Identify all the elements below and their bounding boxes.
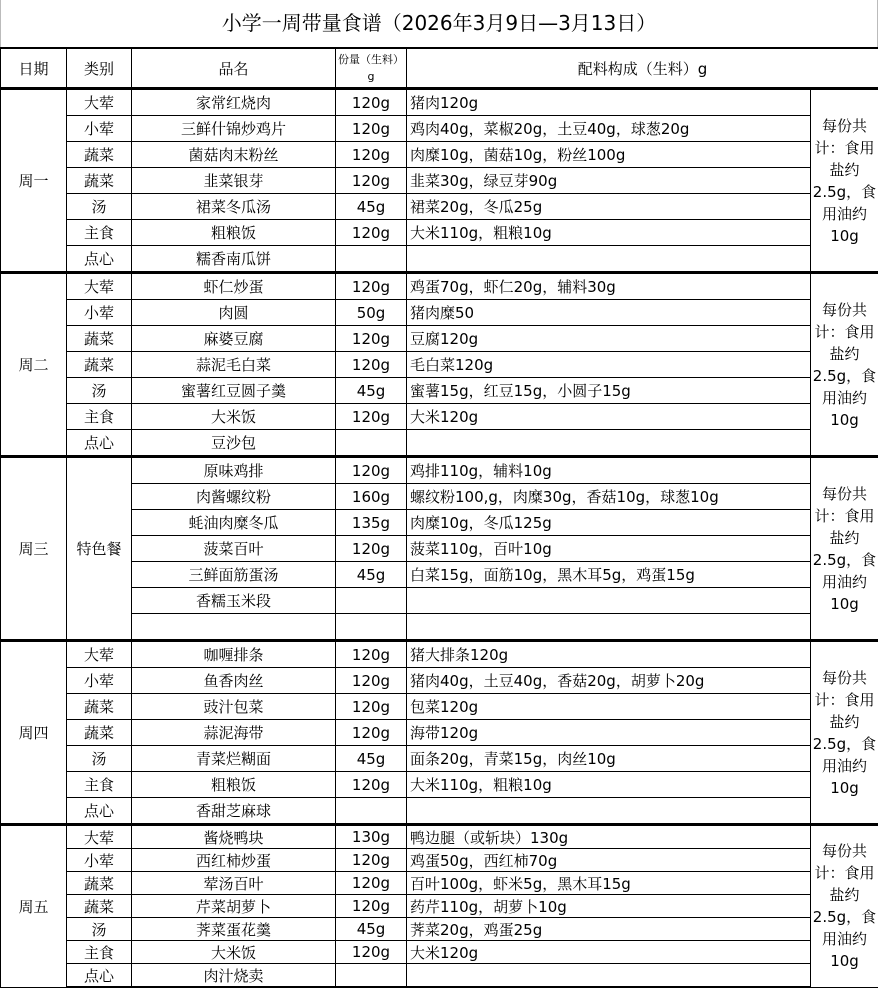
category-cell: 蔬菜	[67, 720, 132, 746]
table-row	[1, 300, 878, 326]
portion-cell: 120g	[336, 457, 407, 484]
dish-cell: 西红柿炒蛋	[132, 849, 336, 872]
dish-cell: 芹菜胡萝卜	[132, 895, 336, 918]
table-row	[1, 89, 878, 116]
ingredients-cell: 包菜120g	[407, 694, 811, 720]
portion-cell	[336, 246, 407, 273]
nutrition-note: 每份共计：食用盐约2.5g，食用油约10g	[811, 641, 878, 825]
header-portion: 份量（生料）g	[336, 48, 407, 89]
menu-body	[1, 89, 878, 988]
table-row	[1, 378, 878, 404]
dish-cell: 肉圆	[132, 300, 336, 326]
ingredients-cell: 大米110g，粗粮10g	[407, 772, 811, 798]
ingredients-cell: 大米120g	[407, 404, 811, 430]
dish-cell: 大米饭	[132, 941, 336, 964]
ingredients-cell: 鸡排110g，辅料10g	[407, 457, 811, 484]
table-row	[1, 641, 878, 668]
ingredients-cell: 荠菜20g，鸡蛋25g	[407, 918, 811, 941]
ingredients-cell: 鸡蛋70g，虾仁20g，辅料30g	[407, 273, 811, 300]
portion-cell: 120g	[336, 326, 407, 352]
dish-cell: 家常红烧肉	[132, 89, 336, 116]
category-cell: 汤	[67, 918, 132, 941]
category-cell: 大荤	[67, 825, 132, 849]
ingredients-cell: 百叶100g，虾米5g，黑木耳15g	[407, 872, 811, 895]
ingredients-cell: 猪大排条120g	[407, 641, 811, 668]
portion-cell: 120g	[336, 404, 407, 430]
table-row	[1, 142, 878, 168]
header-dish: 品名	[132, 48, 336, 89]
ingredients-cell	[407, 430, 811, 457]
category-cell: 汤	[67, 378, 132, 404]
category-cell: 蔬菜	[67, 895, 132, 918]
dish-cell	[132, 614, 336, 641]
ingredients-cell: 豆腐120g	[407, 326, 811, 352]
day-cell: 周四	[1, 641, 67, 825]
portion-cell: 130g	[336, 825, 407, 849]
dish-cell: 荤汤百叶	[132, 872, 336, 895]
category-cell: 小荤	[67, 668, 132, 694]
ingredients-cell	[407, 246, 811, 273]
category-cell: 汤	[67, 194, 132, 220]
dish-cell: 豆沙包	[132, 430, 336, 457]
portion-cell: 120g	[336, 720, 407, 746]
category-cell: 蔬菜	[67, 326, 132, 352]
category-cell: 大荤	[67, 641, 132, 668]
portion-cell: 120g	[336, 168, 407, 194]
portion-cell	[336, 588, 407, 614]
dish-cell: 虾仁炒蛋	[132, 273, 336, 300]
dish-cell: 蚝油肉糜冬瓜	[132, 510, 336, 536]
nutrition-note: 每份共计：食用盐约2.5g，食用油约10g	[811, 825, 878, 988]
header-ingredients: 配料构成（生料）g	[407, 48, 878, 89]
dish-cell: 蒜泥毛白菜	[132, 352, 336, 378]
portion-cell	[336, 964, 407, 988]
category-cell: 小荤	[67, 300, 132, 326]
table-row	[1, 746, 878, 772]
ingredients-cell: 毛白菜120g	[407, 352, 811, 378]
portion-cell: 120g	[336, 116, 407, 142]
ingredients-cell: 大米110g，粗粮10g	[407, 220, 811, 246]
ingredients-cell: 猪肉40g，土豆40g，香菇20g，胡萝卜20g	[407, 668, 811, 694]
dish-cell: 蒜泥海带	[132, 720, 336, 746]
dish-cell: 原味鸡排	[132, 457, 336, 484]
portion-cell: 120g	[336, 895, 407, 918]
table-row	[1, 772, 878, 798]
category-cell: 点心	[67, 430, 132, 457]
table-row	[1, 404, 878, 430]
dish-cell: 香糯玉米段	[132, 588, 336, 614]
dish-cell: 酱烧鸭块	[132, 825, 336, 849]
category-cell: 主食	[67, 772, 132, 798]
ingredients-cell: 螺纹粉100,g，肉糜30g，香菇10g，球葱10g	[407, 484, 811, 510]
table-row	[1, 964, 878, 988]
category-cell: 点心	[67, 798, 132, 825]
header-category: 类别	[67, 48, 132, 89]
table-row	[1, 941, 878, 964]
table-row	[1, 352, 878, 378]
page-title: 小学一周带量食谱（2026年3月9日—3月13日）	[0, 0, 878, 47]
table-row	[1, 849, 878, 872]
table-row	[1, 510, 878, 536]
portion-cell: 45g	[336, 918, 407, 941]
category-cell: 小荤	[67, 849, 132, 872]
category-cell: 蔬菜	[67, 872, 132, 895]
dish-cell: 咖喱排条	[132, 641, 336, 668]
table-row	[1, 562, 878, 588]
ingredients-cell: 猪肉糜50	[407, 300, 811, 326]
ingredients-cell: 药芹110g，胡萝卜10g	[407, 895, 811, 918]
portion-cell: 160g	[336, 484, 407, 510]
dish-cell: 裙菜冬瓜汤	[132, 194, 336, 220]
ingredients-cell	[407, 614, 811, 641]
portion-cell	[336, 430, 407, 457]
table-row	[1, 588, 878, 614]
table-row	[1, 220, 878, 246]
table-row	[1, 246, 878, 273]
ingredients-cell: 白菜15g，面筋10g，黑木耳5g，鸡蛋15g	[407, 562, 811, 588]
table-row	[1, 720, 878, 746]
category-cell: 主食	[67, 941, 132, 964]
category-cell: 蔬菜	[67, 694, 132, 720]
category-cell: 特色餐	[67, 457, 132, 641]
ingredients-cell: 面条20g，青菜15g，肉丝10g	[407, 746, 811, 772]
dish-cell: 肉汁烧卖	[132, 964, 336, 988]
portion-cell: 120g	[336, 352, 407, 378]
ingredients-cell: 菠菜110g，百叶10g	[407, 536, 811, 562]
portion-cell: 50g	[336, 300, 407, 326]
portion-cell	[336, 614, 407, 641]
header-date: 日期	[1, 48, 67, 89]
ingredients-cell: 大米120g	[407, 941, 811, 964]
ingredients-cell: 鸡蛋50g，西红柿70g	[407, 849, 811, 872]
day-cell: 周一	[1, 89, 67, 273]
category-cell: 主食	[67, 220, 132, 246]
table-row	[1, 825, 878, 849]
portion-cell: 120g	[336, 668, 407, 694]
portion-cell: 45g	[336, 194, 407, 220]
ingredients-cell: 蜜薯15g，红豆15g，小圆子15g	[407, 378, 811, 404]
dish-cell: 三鲜什锦炒鸡片	[132, 116, 336, 142]
category-cell: 蔬菜	[67, 352, 132, 378]
portion-cell: 120g	[336, 641, 407, 668]
table-row	[1, 614, 878, 641]
dish-cell: 韭菜银芽	[132, 168, 336, 194]
header-row	[1, 48, 878, 89]
category-cell: 蔬菜	[67, 168, 132, 194]
table-row	[1, 668, 878, 694]
table-row	[1, 457, 878, 484]
dish-cell: 菠菜百叶	[132, 536, 336, 562]
table-row	[1, 798, 878, 825]
dish-cell: 菌菇肉末粉丝	[132, 142, 336, 168]
table-row	[1, 484, 878, 510]
portion-cell: 120g	[336, 220, 407, 246]
ingredients-cell: 鸭边腿（或斩块）130g	[407, 825, 811, 849]
dish-cell: 鱼香肉丝	[132, 668, 336, 694]
table-row	[1, 536, 878, 562]
category-cell: 大荤	[67, 273, 132, 300]
table-row	[1, 430, 878, 457]
table-row	[1, 194, 878, 220]
table-row	[1, 326, 878, 352]
category-cell: 蔬菜	[67, 142, 132, 168]
table-row	[1, 116, 878, 142]
portion-cell: 120g	[336, 694, 407, 720]
category-cell: 大荤	[67, 89, 132, 116]
dish-cell: 大米饭	[132, 404, 336, 430]
category-cell: 汤	[67, 746, 132, 772]
portion-cell: 45g	[336, 746, 407, 772]
ingredients-cell	[407, 798, 811, 825]
portion-cell: 120g	[336, 772, 407, 798]
dish-cell: 糯香南瓜饼	[132, 246, 336, 273]
portion-cell: 45g	[336, 562, 407, 588]
category-cell: 小荤	[67, 116, 132, 142]
portion-cell: 120g	[336, 89, 407, 116]
ingredients-cell: 韭菜30g，绿豆芽90g	[407, 168, 811, 194]
dish-cell: 肉酱螺纹粉	[132, 484, 336, 510]
dish-cell: 粗粮饭	[132, 220, 336, 246]
portion-cell: 120g	[336, 273, 407, 300]
nutrition-note: 每份共计：食用盐约2.5g，食用油约10g	[811, 457, 878, 641]
table-row	[1, 918, 878, 941]
dish-cell: 青菜烂糊面	[132, 746, 336, 772]
category-cell: 主食	[67, 404, 132, 430]
table-row	[1, 168, 878, 194]
portion-cell: 135g	[336, 510, 407, 536]
dish-cell: 麻婆豆腐	[132, 326, 336, 352]
category-cell: 点心	[67, 246, 132, 273]
ingredients-cell: 鸡肉40g，菜椒20g，土豆40g，球葱20g	[407, 116, 811, 142]
dish-cell: 粗粮饭	[132, 772, 336, 798]
dish-cell: 荠菜蛋花羹	[132, 918, 336, 941]
ingredients-cell: 猪肉120g	[407, 89, 811, 116]
dish-cell: 香甜芝麻球	[132, 798, 336, 825]
ingredients-cell: 海带120g	[407, 720, 811, 746]
ingredients-cell: 裙菜20g，冬瓜25g	[407, 194, 811, 220]
portion-cell	[336, 798, 407, 825]
portion-cell: 120g	[336, 536, 407, 562]
nutrition-note: 每份共计：食用盐约2.5g，食用油约10g	[811, 273, 878, 457]
day-cell: 周五	[1, 825, 67, 988]
table-row	[1, 273, 878, 300]
portion-cell: 120g	[336, 849, 407, 872]
category-cell: 点心	[67, 964, 132, 988]
portion-cell: 120g	[336, 142, 407, 168]
ingredients-cell	[407, 964, 811, 988]
portion-cell: 45g	[336, 378, 407, 404]
ingredients-cell: 肉糜10g，菌菇10g，粉丝100g	[407, 142, 811, 168]
table-row	[1, 694, 878, 720]
portion-cell: 120g	[336, 872, 407, 895]
dish-cell: 蜜薯红豆圆子羹	[132, 378, 336, 404]
dish-cell: 三鲜面筋蛋汤	[132, 562, 336, 588]
table-row	[1, 895, 878, 918]
dish-cell: 豉汁包菜	[132, 694, 336, 720]
ingredients-cell: 肉糜10g，冬瓜125g	[407, 510, 811, 536]
day-cell: 周三	[1, 457, 67, 641]
table-row	[1, 872, 878, 895]
portion-cell: 120g	[336, 941, 407, 964]
ingredients-cell	[407, 588, 811, 614]
menu-table	[0, 47, 878, 988]
day-cell: 周二	[1, 273, 67, 457]
nutrition-note: 每份共计：食用盐约2.5g，食用油约10g	[811, 89, 878, 273]
